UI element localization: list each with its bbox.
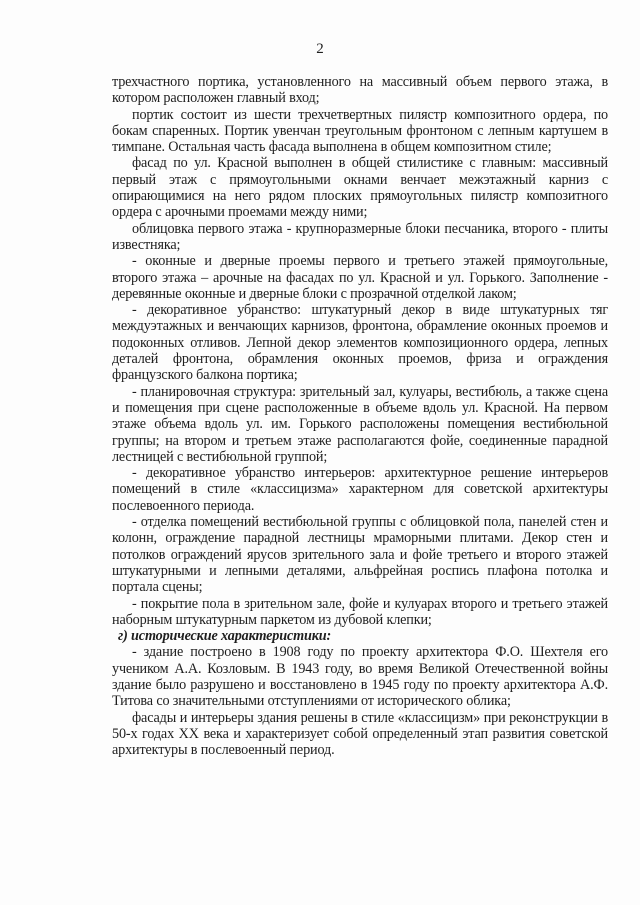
paragraph-portico-pilasters: портик состоит из шести трехчетвертных пилястр композитного ордера, по бокам спаренных. Портик увенчан треугольным фронтоном с лепным картушем в тимпане. Остальная часть фасада выполнена в общем композитном стиле;: [112, 106, 608, 156]
paragraph-floor-covering: - покрытие пола в зрительном зале, фойе и кулуарах второго и третьего этажей наборным штукатурным паркетом из дубовой клепки;: [112, 595, 608, 628]
section-heading-historical: г) исторические характеристики:: [118, 628, 332, 645]
paragraph-history-construction: - здание построено в 1908 году по проекту архитектора Ф.О. Шехтеля его учеником А.А. Козловым. В 1943 году, во время Великой Отечественной войны здание было разрушено и восстановлено в 1945 году по проекту архитектора А.Ф. Титова со значительными отступлениями от исторического облика;: [112, 644, 608, 710]
paragraph-cladding: облицовка первого этажа - крупноразмерные блоки песчаника, второго - плиты известняка;: [112, 220, 608, 253]
paragraph-portico-intro: трехчастного портика, установленного на массивный объем первого этажа, в котором расположен главный вход;: [112, 74, 608, 107]
paragraph-history-style: фасады и интерьеры здания решены в стиле «классицизм» при реконструкции в 50-х годах XX века и характеризует собой определенный этап развития советской архитектуры в послевоенный период.: [112, 709, 608, 759]
paragraph-facade-krasnaya: фасад по ул. Красной выполнен в общей стилистике с главным: массивный первый этаж с прямоугольными окнами венчает межэтажный карниз с опирающимися на него рядом плоских прямоугольных пилястр композитного ордера с арочными проемами между ними;: [112, 155, 608, 221]
paragraph-interior-decoration: - декоративное убранство интерьеров: архитектурное решение интерьеров помещений в стиле «классицизма» характерном для советской архитектуры послевоенного периода.: [112, 465, 608, 514]
paragraph-decoration: - декоративное убранство: штукатурный декор в виде штукатурных тяг междуэтажных и венчающих карнизов, фронтона, обрамление оконных проемов и подоконных отливов. Лепной декор элементов композиционного ордера, лепных деталей фронтона, обрамления оконных проемов, фриза и ограждения французского балкона портика;: [112, 302, 608, 384]
page-number: 2: [316, 41, 324, 57]
paragraph-openings: - оконные и дверные проемы первого и третьего этажей прямоугольные, второго этажа – арочные на фасадах по ул. Красной и ул. Горького. Заполнение - деревянные оконные и дверные блоки с прозрачной отделкой лаком;: [112, 253, 608, 302]
paragraph-layout-structure: - планировочная структура: зрительный зал, кулуары, вестибюль, а также сцена и помещения при сцене расположенные в объеме вдоль ул. Красной. На первом этаже объема вдоль ул. им. Горького расположены помещения вестибюльной группы; на втором и третьем этаже располагаются фойе, соединенные парадной лестницей с вестибюльной группой;: [112, 383, 608, 465]
document-body: [112, 74, 608, 758]
paragraph-interior-finish: - отделка помещений вестибюльной группы с облицовкой пола, панелей стен и колонн, ограждение парадной лестницы мраморными плитами. Декор стен и потолков ограждений ярусов зрительного зала и фойе третьего и второго этажей штукатурными и лепными деталями, альфрейная роспись плафона потолка и портала сцены;: [112, 514, 608, 596]
